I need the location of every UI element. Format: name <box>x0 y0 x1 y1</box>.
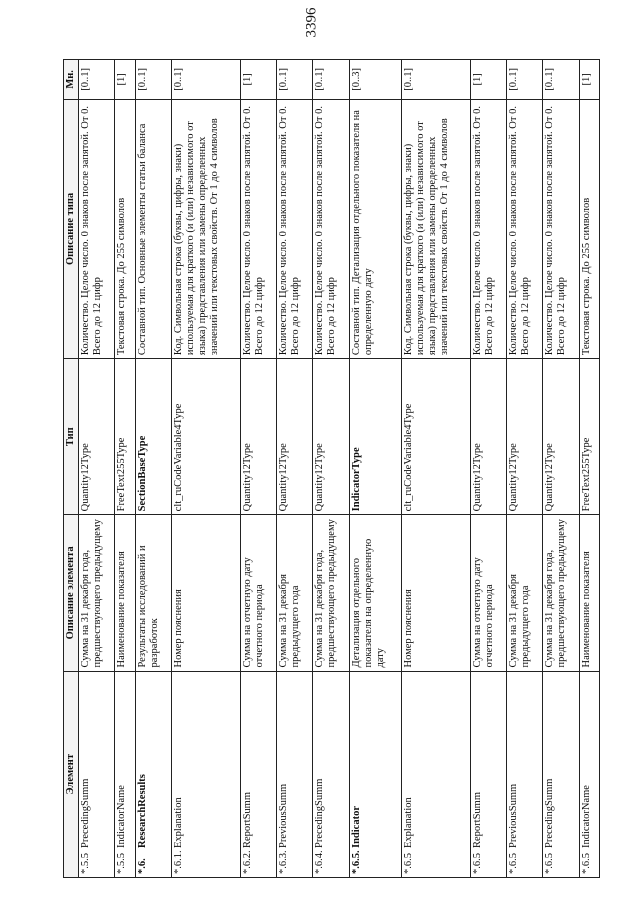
type-description-cell: Количество. Целое число. 0 знаков после запятой. От 0. Всего до 12 цифр <box>543 99 579 358</box>
type-description-cell: Количество. Целое число. 0 знаков после запятой. От 0. Всего до 12 цифр <box>240 99 276 358</box>
element-description-cell: Сумма на 31 декабря года, предшествующего предыдущему <box>79 515 115 671</box>
type-cell: FreeText255Type <box>115 359 135 515</box>
table-row <box>240 60 276 878</box>
table-row <box>276 60 312 878</box>
element-name: Indicator <box>350 806 362 848</box>
table-row <box>507 60 543 878</box>
element-description-cell: Детализация отдельного показателя на определенную дату <box>349 515 402 671</box>
multiplicity-cell: [0..1] <box>313 60 349 100</box>
element-name: PrecedingSumm <box>314 778 326 848</box>
element-cell <box>276 671 312 877</box>
multiplicity-cell: [0..1] <box>276 60 312 100</box>
element-name: PrecedingSumm <box>544 778 556 848</box>
element-cell <box>579 671 599 877</box>
type-description-cell: Текстовая строка. До 255 символов <box>579 99 599 358</box>
type-cell: IndicatorType <box>349 359 402 515</box>
element-name: Explanation <box>172 797 184 848</box>
header-multiplicity: Мн. <box>64 60 79 100</box>
multiplicity-cell: [0..1] <box>402 60 471 100</box>
element-cell <box>507 671 543 877</box>
type-description-cell: Количество. Целое число. 0 знаков после запятой. От 0. Всего до 12 цифр <box>507 99 543 358</box>
multiplicity-cell: [1] <box>115 60 135 100</box>
schema-table <box>63 59 600 878</box>
element-name: Explanation <box>403 797 415 848</box>
multiplicity-cell: [1] <box>240 60 276 100</box>
type-cell: Quantity12Type <box>507 359 543 515</box>
element-cell <box>349 671 402 877</box>
element-description-cell: Сумма на 31 декабря предыдущего года <box>276 515 312 671</box>
element-description-cell: Наименование показателя <box>579 515 599 671</box>
element-name: PreviousSumm <box>508 783 520 848</box>
type-description-cell: Количество. Целое число. 0 знаков после запятой. От 0. Всего до 12 цифр <box>313 99 349 358</box>
element-level: *.5.5 <box>116 853 128 874</box>
table-row <box>79 60 115 878</box>
type-description-cell: Код. Символьная строка (буквы, цифры, знаки) используемая для краткого (и (или) независимого от языка) представления или замены определенных значений или текстовых свойств. От 1 до 4 символов <box>402 99 471 358</box>
element-description-cell: Номер пояснения <box>171 515 240 671</box>
element-level: *.6.1. <box>172 850 184 874</box>
element-cell <box>470 671 506 877</box>
element-level: *.6.5 <box>544 853 556 874</box>
element-cell <box>313 671 349 877</box>
type-description-cell: Количество. Целое число. 0 знаков после запятой. От 0. Всего до 12 цифр <box>276 99 312 358</box>
table-header-row <box>64 60 79 878</box>
header-type-description: Описание типа <box>64 99 79 358</box>
page-number-text: 3396 <box>303 7 320 38</box>
multiplicity-cell: [0..1] <box>543 60 579 100</box>
multiplicity-cell: [0..1] <box>507 60 543 100</box>
element-name: IndicatorName <box>116 785 128 848</box>
table-row <box>171 60 240 878</box>
element-name: PreviousSumm <box>277 783 289 848</box>
multiplicity-cell: [0..3] <box>349 60 402 100</box>
type-cell: clt_ruCodeVariable4Type <box>171 359 240 515</box>
element-cell <box>135 671 171 877</box>
type-cell: Quantity12Type <box>240 359 276 515</box>
element-cell <box>79 671 115 877</box>
type-description-cell: Количество. Целое число. 0 знаков после запятой. От 0. Всего до 12 цифр <box>79 99 115 358</box>
element-description-cell: Сумма на отчетную дату отчетного периода <box>470 515 506 671</box>
element-cell <box>543 671 579 877</box>
multiplicity-cell: [1] <box>579 60 599 100</box>
table-row <box>135 60 171 878</box>
element-name: ReportSumm <box>471 791 483 848</box>
type-cell: Quantity12Type <box>543 359 579 515</box>
element-cell <box>171 671 240 877</box>
element-description-cell: Сумма на 31 декабря года, предшествующего предыдущему <box>313 515 349 671</box>
header-type: Тип <box>64 359 79 515</box>
element-level: *.6.3. <box>277 850 289 874</box>
element-level: *.6.5 <box>471 853 483 874</box>
element-name: ReportSumm <box>241 791 253 848</box>
rotated-table-wrapper <box>63 59 600 878</box>
element-description-cell: Наименование показателя <box>115 515 135 671</box>
header-element-description: Описание элемента <box>64 515 79 671</box>
element-description-cell: Сумма на 31 декабря года, предшествующего предыдущему <box>543 515 579 671</box>
multiplicity-cell: [0..1] <box>135 60 171 100</box>
element-description-cell: Сумма на 31 декабря предыдущего года <box>507 515 543 671</box>
type-cell: FreeText255Type <box>579 359 599 515</box>
table-row <box>115 60 135 878</box>
type-description-cell: Составной тип. Основные элементы статьи баланса <box>135 99 171 358</box>
type-cell: Quantity12Type <box>470 359 506 515</box>
type-cell: Quantity12Type <box>276 359 312 515</box>
type-cell: clt_ruCodeVariable4Type <box>402 359 471 515</box>
header-element: Элемент <box>64 671 79 877</box>
element-level: *.6.5 <box>508 853 520 874</box>
element-cell <box>115 671 135 877</box>
table-row <box>349 60 402 878</box>
element-name: IndicatorName <box>580 785 592 848</box>
type-description-cell: Составной тип. Детализация отдельного показателя на определенную дату <box>349 99 402 358</box>
element-level: *.5.5 <box>80 853 91 874</box>
type-cell: SectionBaseType <box>135 359 171 515</box>
element-cell <box>240 671 276 877</box>
type-description-cell: Количество. Целое число. 0 знаков после запятой. От 0. Всего до 12 цифр <box>470 99 506 358</box>
table-row <box>313 60 349 878</box>
element-level: *.6.5 <box>580 853 592 874</box>
table-row <box>402 60 471 878</box>
table-row <box>579 60 599 878</box>
multiplicity-cell: [0..1] <box>79 60 115 100</box>
multiplicity-cell: [1] <box>470 60 506 100</box>
table-row <box>543 60 579 878</box>
element-name: PrecedingSumm <box>80 778 91 848</box>
element-description-cell: Номер пояснения <box>402 515 471 671</box>
element-level: *.6.5. <box>350 850 362 874</box>
element-level: *.6. <box>136 858 148 874</box>
element-level: *.6.4. <box>314 850 326 874</box>
element-description-cell: Результаты исследований и разработок <box>135 515 171 671</box>
page-number <box>297 7 327 38</box>
type-cell: Quantity12Type <box>313 359 349 515</box>
type-description-cell: Код. Символьная строка (буквы, цифры, знаки) используемая для краткого (и (или) независимого от языка) представления или замены определенных значений или текстовых свойств. От 1 до 4 символов <box>171 99 240 358</box>
type-description-cell: Текстовая строка. До 255 символов <box>115 99 135 358</box>
multiplicity-cell: [0..1] <box>171 60 240 100</box>
element-description-cell: Сумма на отчетную дату отчетного периода <box>240 515 276 671</box>
type-cell: Quantity12Type <box>79 359 115 515</box>
element-name: ResearchResults <box>136 774 148 848</box>
table-row <box>470 60 506 878</box>
element-level: *.6.2. <box>241 850 253 874</box>
element-level: *.6.5 <box>403 853 415 874</box>
element-cell <box>402 671 471 877</box>
